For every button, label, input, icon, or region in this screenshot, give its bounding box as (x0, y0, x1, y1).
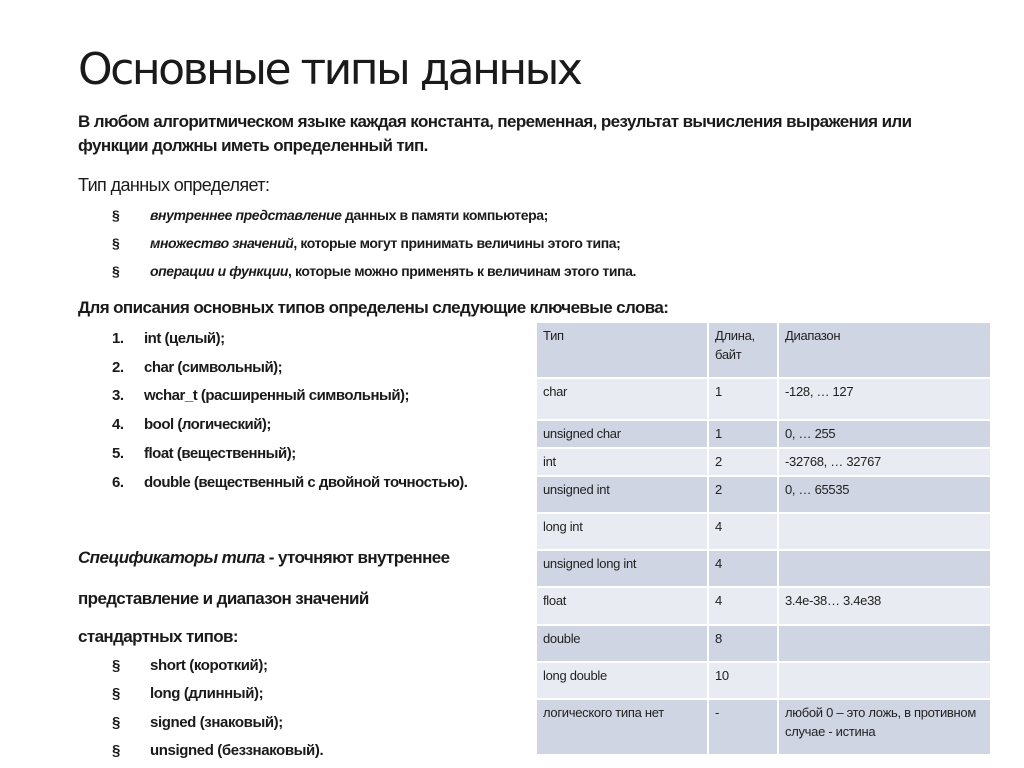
specifiers-term: Спецификаторы типа (78, 548, 265, 567)
table-row (536, 448, 991, 476)
table-row (536, 476, 991, 513)
table-row (536, 420, 991, 448)
item-number: 1. (112, 330, 124, 347)
specifiers-line: стандартных типов: (78, 627, 238, 646)
table-cell: char (536, 378, 708, 420)
defines-item-text: данных в памяти компьютера; (341, 207, 548, 223)
keyword-text: int (целый); (144, 330, 225, 347)
table-row (536, 662, 991, 699)
table-cell: int (536, 448, 708, 476)
modifier-item (112, 714, 283, 731)
table-row (536, 587, 991, 625)
modifier-text: short (короткий); (150, 657, 268, 674)
table-row (536, 699, 991, 755)
bullet-mark: § (112, 685, 120, 702)
table-cell: 4 (708, 550, 778, 587)
keyword-item (112, 330, 225, 347)
item-number: 4. (112, 416, 124, 433)
bullet-mark: § (112, 714, 120, 731)
defines-item (112, 263, 636, 279)
bullet-mark: § (112, 263, 120, 279)
keyword-item (112, 445, 296, 462)
table-cell: long int (536, 513, 708, 550)
keyword-text: char (символьный); (144, 359, 283, 376)
table-row (536, 550, 991, 587)
table-cell: double (536, 625, 708, 662)
defines-item (112, 235, 620, 251)
keyword-text: double (вещественный с двойной точностью). (144, 474, 468, 491)
table-cell: 10 (708, 662, 778, 699)
defines-heading: Тип данных определяет: (78, 175, 270, 195)
table-cell: 8 (708, 625, 778, 662)
table-header-cell: Тип (536, 322, 708, 378)
modifier-text: unsigned (беззнаковый). (150, 742, 324, 759)
table-cell: -32768, … 32767 (778, 448, 991, 476)
bullet-mark: § (112, 207, 120, 223)
intro-paragraph: В любом алгоритмическом языке каждая константа, переменная, результат вычисления выражения или функции должны иметь определенный тип. (78, 112, 912, 155)
table-cell: unsigned long int (536, 550, 708, 587)
table-cell: 4 (708, 513, 778, 550)
table-cell (778, 625, 991, 662)
item-number: 5. (112, 445, 124, 462)
table-cell: -128, … 127 (778, 378, 991, 420)
types-table (535, 321, 992, 756)
bullet-mark: § (112, 235, 120, 251)
table-cell: 2 (708, 476, 778, 513)
item-number: 3. (112, 387, 124, 404)
modifier-item (112, 685, 263, 702)
table-row (536, 625, 991, 662)
bullet-mark: § (112, 657, 120, 674)
keyword-item (112, 474, 467, 491)
table-cell: 0, … 65535 (778, 476, 991, 513)
keyword-text: float (вещественный); (144, 445, 296, 462)
table-cell: любой 0 – это ложь, в противном случае - истина (778, 699, 991, 755)
table-row (536, 378, 991, 420)
defines-item-term: операции и функции (150, 263, 289, 279)
table-cell: float (536, 587, 708, 625)
modifier-text: long (длинный); (150, 685, 264, 702)
slide-title: Основные типы данных (78, 44, 581, 95)
keyword-item (112, 416, 271, 433)
keywords-heading: Для описания основных типов определены следующие ключевые слова: (78, 298, 669, 317)
keyword-text: wchar_t (расширенный символьный); (144, 387, 410, 404)
keyword-item (112, 359, 282, 376)
keyword-text: bool (логический); (144, 416, 271, 433)
modifier-item (112, 742, 323, 759)
table-cell (778, 513, 991, 550)
specifiers-text: - уточняют внутреннее (264, 548, 450, 567)
defines-item-text: , которые могут принимать величины этого типа; (293, 235, 621, 251)
bullet-mark: § (112, 742, 120, 759)
keyword-item (112, 387, 409, 404)
table-cell: long double (536, 662, 708, 699)
table-header-row (536, 322, 991, 378)
table-cell: 4 (708, 587, 778, 625)
table-cell: логического типа нет (536, 699, 708, 755)
table-cell (778, 550, 991, 587)
table-cell: unsigned int (536, 476, 708, 513)
table-cell: 1 (708, 420, 778, 448)
table-header-cell: Длина, байт (708, 322, 778, 378)
defines-item-term: множество значений (150, 235, 294, 251)
item-number: 2. (112, 359, 124, 376)
table-cell: unsigned char (536, 420, 708, 448)
table-cell: - (708, 699, 778, 755)
table-header-cell: Диапазон (778, 322, 991, 378)
table-cell: 2 (708, 448, 778, 476)
item-number: 6. (112, 474, 124, 491)
defines-item (112, 207, 548, 223)
table-cell: 1 (708, 378, 778, 420)
table-cell: 0, … 255 (778, 420, 991, 448)
specifiers-line: представление и диапазон значений (78, 589, 369, 608)
defines-item-term: внутреннее представление (150, 207, 342, 223)
table-cell: 3.4e-38… 3.4e38 (778, 587, 991, 625)
defines-item-text: , которые можно применять к величинам этого типа. (288, 263, 637, 279)
modifier-item (112, 657, 268, 674)
table-cell (778, 662, 991, 699)
table-row (536, 513, 991, 550)
specifiers-line (78, 548, 449, 568)
modifier-text: signed (знаковый); (150, 714, 283, 731)
